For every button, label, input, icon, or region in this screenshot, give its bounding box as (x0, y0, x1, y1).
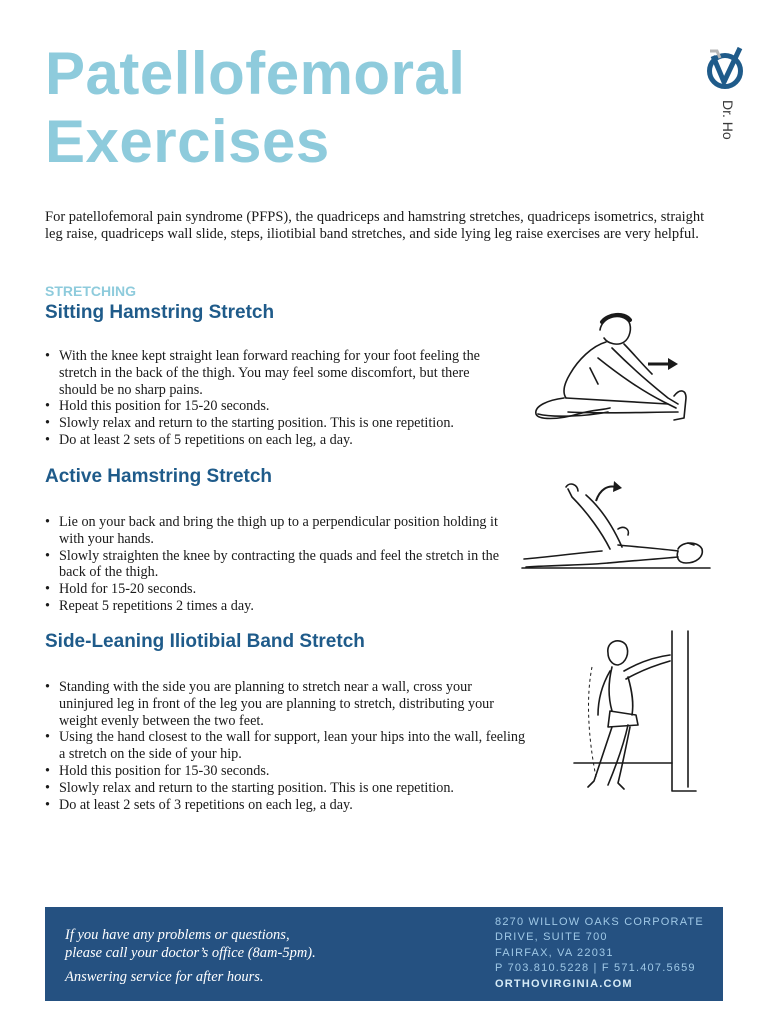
exercise-bullets-sitting-hamstring (45, 348, 495, 449)
page-title (45, 40, 465, 176)
exercise-bullets-active-hamstring (45, 514, 515, 615)
section-label-stretching: STRETCHING (45, 283, 136, 299)
address-line-2: DRIVE, SUITE 700 (495, 931, 608, 944)
bullet-item: • With the knee kept straight lean forward reaching for your foot feeling the stretch in the back of the thigh. You may feel some discomfort, but there should be no sharp pains. (45, 348, 495, 398)
contact-line-2: please call your doctor’s office (8am-5pm). (65, 945, 316, 961)
doctor-name: Dr. Ho (720, 100, 736, 140)
answering-service: Answering service for after hours. (65, 969, 264, 985)
exercise-bullets-itband (45, 679, 529, 813)
exercise-title-active-hamstring: Active Hamstring Stretch (45, 466, 273, 487)
bullet-item: • Slowly relax and return to the starting position. This is one repetition. (45, 415, 495, 432)
footer-address (495, 915, 704, 992)
bullet-item: • Standing with the side you are planning to stretch near a wall, cross your uninjured leg in front of the leg you are planning to stretch, distributing your weight evenly between the two feet. (45, 679, 529, 729)
orthovirginia-logo-icon (704, 44, 748, 94)
bullet-item: • Lie on your back and bring the thigh up to a perpendicular position holding it with your hands. (45, 514, 515, 548)
title-line-2: Exercises (45, 108, 330, 175)
bullet-item: • Do at least 2 sets of 3 repetitions on each leg, a day. (45, 797, 529, 814)
website-link[interactable]: ORTHOVIRGINIA.COM (495, 977, 633, 990)
exercise-title-sitting-hamstring: Sitting Hamstring Stretch (45, 302, 275, 323)
bullet-item: • Hold this position for 15-30 seconds. (45, 763, 529, 780)
lying-stretch-illustration (518, 473, 714, 575)
contact-line-1: If you have any problems or questions, (65, 927, 290, 943)
bullet-item: • Repeat 5 repetitions 2 times a day. (45, 598, 515, 615)
bullet-item: • Slowly straighten the knee by contracting the quads and feel the stretch in the back of the thigh. (45, 548, 515, 582)
exercise-title-itband: Side-Leaning Iliotibial Band Stretch (45, 631, 365, 652)
intro-paragraph: For patellofemoral pain syndrome (PFPS), the quadriceps and hamstring stretches, quadriceps isometrics, straight leg raise, quadriceps wall slide, steps, iliotibial band stretches, and side lying leg raise exercises are very helpful. (45, 209, 705, 242)
wall-stretch-illustration (568, 627, 700, 797)
footer-contact-text (65, 926, 316, 986)
footer-contact-bar (45, 907, 723, 1001)
bullet-item: • Hold this position for 15-20 seconds. (45, 398, 495, 415)
bullet-item: • Do at least 2 sets of 5 repetitions on each leg, a day. (45, 432, 495, 449)
phone-fax: P 703.810.5228 | F 571.407.5659 (495, 962, 696, 975)
bullet-item: • Using the hand closest to the wall for support, lean your hips into the wall, feeling a stretch on the side of your hip. (45, 729, 529, 763)
address-line-1: 8270 WILLOW OAKS CORPORATE (495, 916, 704, 928)
address-line-3: FAIRFAX, VA 22031 (495, 946, 614, 959)
title-line-1: Patellofemoral (45, 40, 466, 107)
bullet-item: • Slowly relax and return to the starting position. This is one repetition. (45, 780, 529, 797)
sitting-stretch-illustration (528, 308, 718, 433)
bullet-item: • Hold for 15-20 seconds. (45, 581, 515, 598)
